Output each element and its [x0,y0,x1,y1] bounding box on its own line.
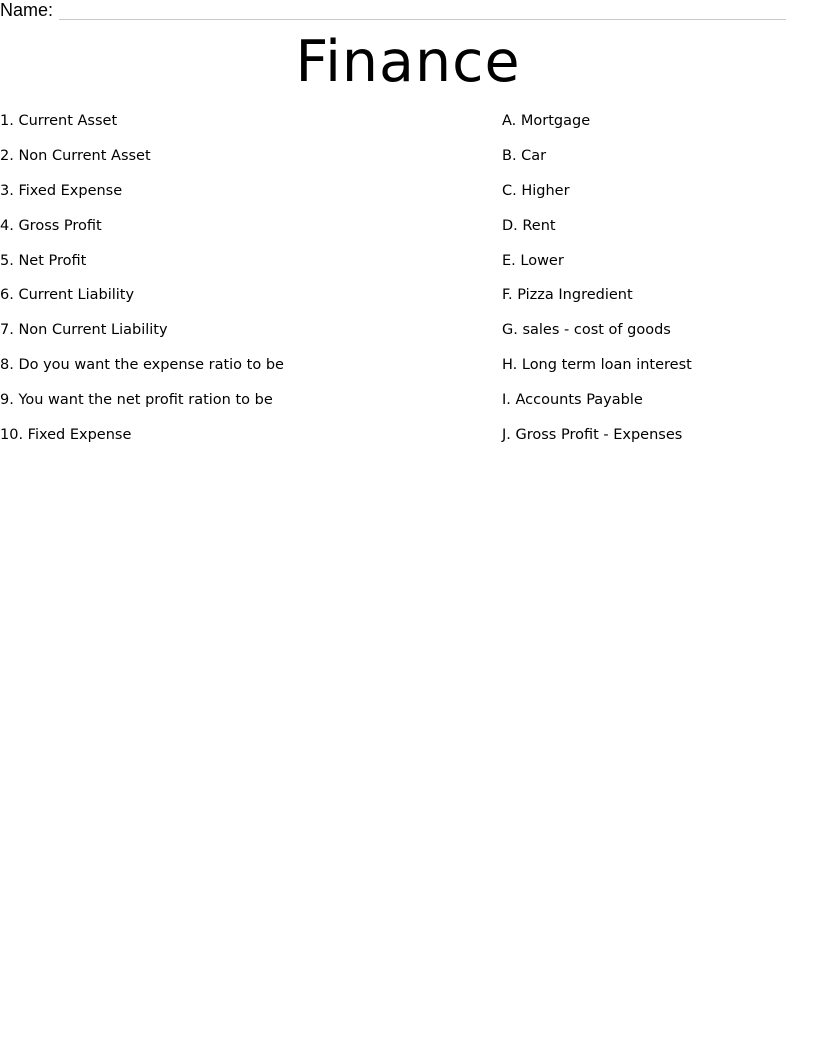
question-item: 7. Non Current Liability [0,322,168,339]
page-title: Finance [295,29,521,95]
answer-item: A. Mortgage [502,113,591,129]
question-item: 1. Current Asset [0,113,118,129]
answer-item: C. Higher [502,182,570,199]
name-row [0,0,790,20]
question-item: 6. Current Liability [0,287,135,304]
answer-item: H. Long term loan interest [502,357,692,374]
answer-item: I. Accounts Payable [502,392,643,409]
answer-item: F. Pizza Ingredient [502,287,633,304]
question-item: 8. Do you want the expense ratio to be [0,357,284,374]
question-item: 10. Fixed Expense [0,427,132,444]
answers-list [502,110,802,459]
question-item: 2. Non Current Asset [0,147,151,164]
questions-list [0,110,480,459]
name-write-line[interactable] [59,3,786,20]
name-label: Name: [0,0,54,20]
answer-item: E. Lower [502,252,564,269]
question-item: 5. Net Profit [0,252,87,269]
answer-item: J. Gross Profit - Expenses [502,427,683,444]
answer-item: B. Car [502,147,547,164]
question-item: 4. Gross Profit [0,217,102,234]
question-item: 9. You want the net profit ration to be [0,392,273,409]
answer-item: G. sales - cost of goods [502,322,671,339]
answer-item: D. Rent [502,217,556,234]
question-item: 3. Fixed Expense [0,182,123,199]
